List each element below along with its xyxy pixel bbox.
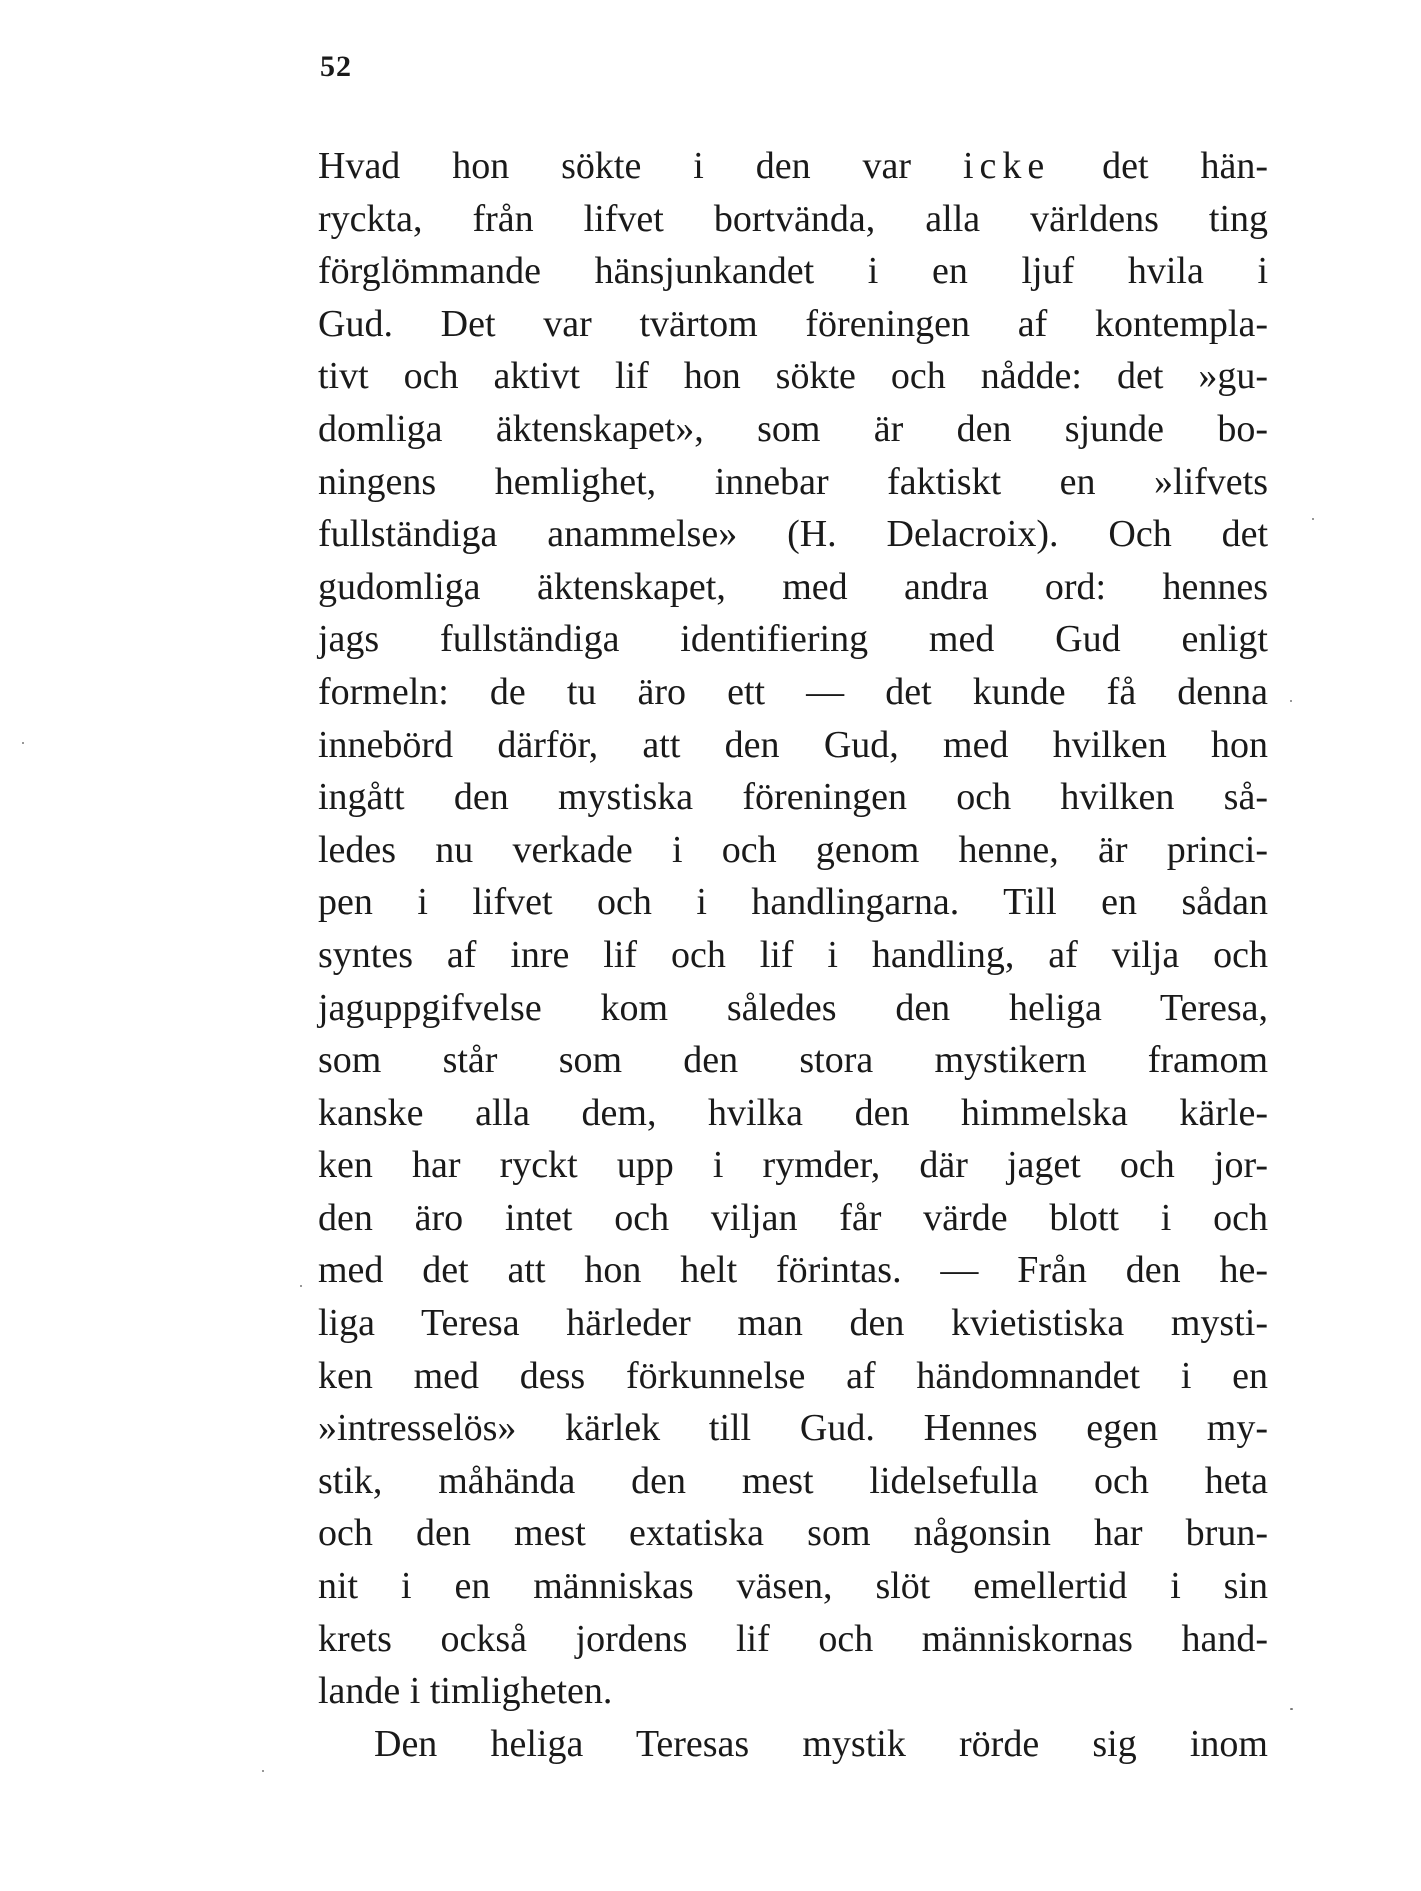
text-line: liga Teresa härleder man den kvietistiska mysti- (318, 1302, 1268, 1345)
text-line: ledes nu verkade i och genom henne, är princi- (318, 828, 1268, 871)
text-line: nit i en människas väsen, slöt emellertid i sin (318, 1565, 1268, 1608)
scan-speck (1312, 518, 1314, 520)
text-line: ken har ryckt upp i rymder, där jaget och jor- (318, 1144, 1268, 1187)
text-line: syntes af inre lif och lif i handling, af vilja och (318, 933, 1268, 976)
text-line: jaguppgifvelse kom således den heliga Teresa, (318, 986, 1268, 1029)
text-line: jags fullständiga identifiering med Gud enligt (318, 618, 1268, 661)
text-line: domliga äktenskapet», som är den sjunde bo- (318, 407, 1268, 450)
paragraph-start-line: Den heliga Teresas mystik rörde sig inom (374, 1722, 1268, 1765)
text-line: stik, måhända den mest lidelsefulla och heta (318, 1459, 1268, 1502)
text-line: som står som den stora mystikern framom (318, 1039, 1268, 1082)
text-line: och den mest extatiska som någonsin har brun- (318, 1512, 1268, 1555)
text-line: ryckta, från lifvet bortvända, alla världens ting (318, 197, 1268, 240)
scan-speck (300, 1285, 302, 1287)
text-line: den äro intet och viljan får värde blott i och (318, 1196, 1268, 1239)
text-line: tivt och aktivt lif hon sökte och nådde: det »gu- (318, 355, 1268, 398)
page-number: 52 (320, 50, 352, 83)
text-line: ningens hemlighet, innebar faktiskt en »lifvets (318, 460, 1268, 503)
text-line: ken med dess förkunnelse af händomnandet i en (318, 1354, 1268, 1397)
scan-speck (22, 742, 24, 744)
text-line: formeln: de tu äro ett — det kunde få denna (318, 670, 1268, 713)
text-line: krets också jordens lif och människornas hand- (318, 1617, 1268, 1660)
text-line: fullständiga anammelse» (H. Delacroix). Och det (318, 513, 1268, 556)
text-segment: Hvad hon sökte i den var (318, 145, 963, 187)
text-line: Gud. Det var tvärtom föreningen af kontempla- (318, 302, 1268, 345)
paragraph-end-line: lande i timligheten. (318, 1670, 613, 1713)
scan-speck (262, 1770, 264, 1772)
body-text (318, 140, 1268, 1770)
text-line: förglömmande hänsjunkandet i en ljuf hvila i (318, 250, 1268, 293)
scan-speck (1290, 700, 1292, 702)
text-line: innebörd därför, att den Gud, med hvilken hon (318, 723, 1268, 766)
text-line: ingått den mystiska föreningen och hvilken så- (318, 776, 1268, 819)
text-line: pen i lifvet och i handlingarna. Till en sådan (318, 881, 1268, 924)
text-line: gudomliga äktenskapet, med andra ord: hennes (318, 565, 1268, 608)
emphasized-word: icke (962, 145, 1051, 187)
text-line: »intresselös» kärlek till Gud. Hennes egen my- (318, 1407, 1268, 1450)
text-line (318, 140, 1268, 193)
text-line: med det att hon helt förintas. — Från den he- (318, 1249, 1268, 1292)
scan-speck (1290, 1708, 1293, 1710)
text-segment: det hän- (1050, 145, 1268, 187)
text-line: kanske alla dem, hvilka den himmelska kärle- (318, 1091, 1268, 1134)
